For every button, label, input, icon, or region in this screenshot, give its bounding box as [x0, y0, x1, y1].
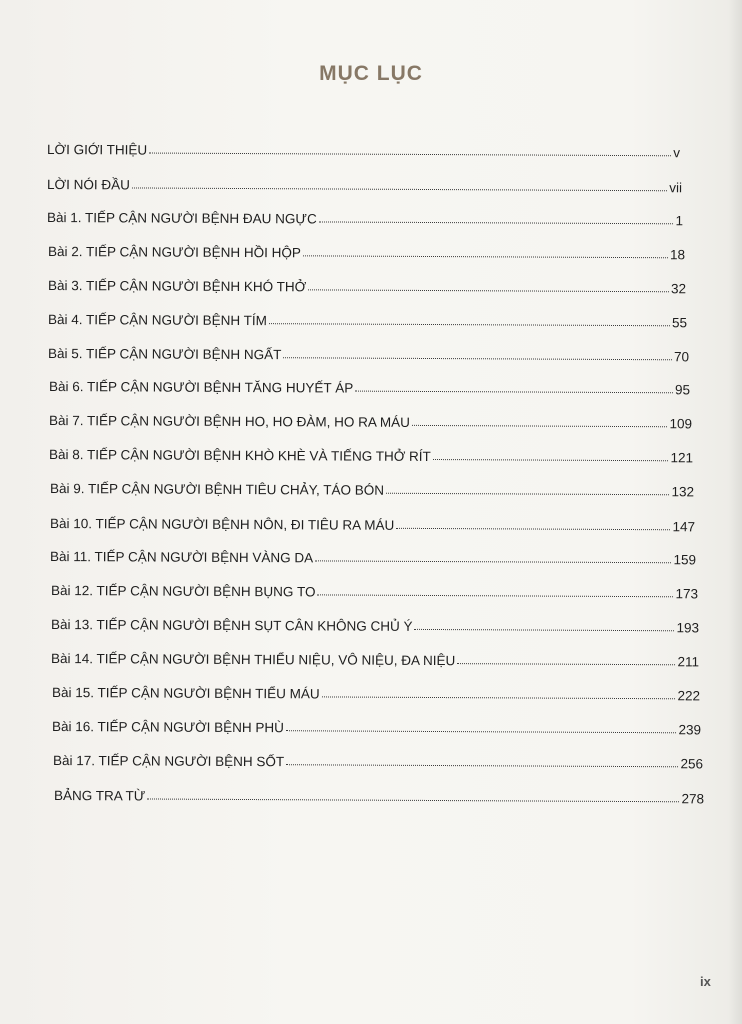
toc-entry-title: Bài 9. TIẾP CẬN NGƯỜI BỆNH TIÊU CHẢY, TÁO BÓN: [50, 481, 385, 498]
toc-entry-title: Bài 13. TIẾP CẬN NGƯỜI BỆNH SỤT CÂN KHÔNG CHỦ Ý: [51, 617, 413, 634]
dot-leader: [396, 528, 670, 530]
toc-entry[interactable]: [50, 476, 694, 499]
toc-entry[interactable]: [48, 341, 689, 364]
toc-entry-title: Bài 3. TIẾP CẬN NGƯỜI BỆNH KHÓ THỞ: [48, 278, 307, 295]
toc-entry[interactable]: [48, 273, 686, 296]
toc-entry[interactable]: [51, 646, 699, 669]
dot-leader: [414, 629, 674, 631]
toc-entry-page: v: [673, 145, 681, 161]
dot-leader: [147, 798, 679, 802]
toc-entry[interactable]: [51, 578, 698, 601]
dot-leader: [386, 493, 670, 495]
toc-entry-title: Bài 1. TIẾP CẬN NGƯỜI BỆNH ĐAU NGỰC: [47, 210, 317, 227]
toc-entry-title: Bài 12. TIẾP CẬN NGƯỜI BỆNH BỤNG TO: [51, 583, 316, 600]
toc-entry-page: 278: [681, 791, 705, 807]
dot-leader: [319, 221, 674, 224]
toc-entry-page: 222: [677, 688, 701, 704]
dot-leader: [286, 730, 677, 733]
toc-entry-title: Bài 6. TIẾP CẬN NGƯỜI BỆNH TĂNG HUYẾT ÁP: [49, 379, 354, 396]
toc-entry-title: Bài 11. TIẾP CẬN NGƯỜI BỆNH VÀNG DA: [50, 549, 314, 566]
toc-entry-title: Bài 4. TIẾP CẬN NGƯỜI BỆNH TÍM: [48, 312, 267, 329]
toc-entry-title: Bài 15. TIẾP CẬN NGƯỜI BỆNH TIỂU MÁU: [52, 685, 320, 702]
dot-leader: [149, 153, 671, 157]
dot-leader: [286, 764, 678, 767]
toc-entry[interactable]: [47, 137, 680, 160]
toc-entry[interactable]: [51, 612, 699, 635]
dot-leader: [412, 425, 668, 427]
page-title: MỤC LỤC: [319, 62, 423, 85]
toc-entry[interactable]: [48, 307, 687, 330]
dot-leader: [283, 357, 672, 360]
dot-leader: [132, 187, 667, 191]
toc-entry-page: 256: [680, 756, 704, 772]
toc-entry[interactable]: [50, 511, 695, 534]
toc-entry[interactable]: [49, 408, 692, 431]
toc-entry-page: 70: [673, 349, 690, 365]
toc-entry[interactable]: [52, 680, 700, 703]
toc-entry[interactable]: [47, 172, 682, 195]
toc-entry-title: Bài 16. TIẾP CẬN NGƯỜI BỆNH PHÙ: [52, 719, 284, 736]
toc-entry-page: 159: [673, 552, 697, 568]
toc-entry[interactable]: [54, 783, 704, 806]
toc-entry-title: Bài 14. TIẾP CẬN NGƯỜI BỆNH THIỂU NIỆU, VÔ NIỆU, ĐA NIỆU: [51, 651, 456, 669]
toc-entry-page: 1: [675, 213, 684, 229]
dot-leader: [317, 594, 673, 597]
toc-entry-page: 55: [671, 315, 688, 331]
toc-entry-title: Bài 10. TIẾP CẬN NGƯỜI BỆNH NÔN, ĐI TIÊU RA MÁU: [50, 516, 395, 533]
toc-entry-title: Bài 7. TIẾP CẬN NGƯỜI BỆNH HO, HO ĐÀM, HO RA MÁU: [49, 413, 410, 430]
toc-entry-title: LỜI GIỚI THIỆU: [47, 142, 148, 158]
toc-entry-title: Bài 17. TIẾP CẬN NGƯỜI BỆNH SỐT: [53, 753, 285, 770]
dot-leader: [355, 391, 673, 394]
toc-entry-title: Bài 8. TIẾP CẬN NGƯỜI BỆNH KHÒ KHÈ VÀ TIẾNG THỞ RÍT: [49, 447, 431, 464]
toc-entry-title: LỜI NÓI ĐẦU: [47, 177, 130, 193]
toc-entry[interactable]: [48, 239, 685, 262]
toc-entry-page: 95: [674, 382, 691, 398]
toc-entry-page: vii: [669, 180, 683, 196]
toc-entry[interactable]: [49, 374, 690, 397]
toc-entry-page: 173: [675, 586, 699, 602]
dot-leader: [433, 459, 669, 461]
dot-leader: [303, 255, 668, 258]
toc-entry[interactable]: [49, 442, 693, 465]
toc-entry-title: BẢNG TRA TỪ: [54, 788, 146, 804]
toc-entry-page: 32: [670, 281, 687, 297]
toc-entry-page: 211: [677, 654, 700, 670]
toc-entry-page: 239: [678, 722, 702, 738]
dot-leader: [457, 663, 675, 665]
page-number: ix: [700, 974, 711, 989]
dot-leader: [322, 696, 676, 699]
toc-entry-title: Bài 2. TIẾP CẬN NGƯỜI BỆNH HỒI HỘP: [48, 244, 301, 261]
toc-entry-title: Bài 5. TIẾP CẬN NGƯỜI BỆNH NGẤT: [48, 346, 282, 363]
toc-entry-page: 132: [671, 484, 695, 500]
dot-leader: [315, 560, 671, 563]
toc-entry-page: 18: [669, 247, 686, 263]
toc-entry[interactable]: [47, 205, 683, 228]
toc-entry-page: 147: [672, 519, 696, 535]
toc-entry[interactable]: [52, 714, 701, 737]
toc-entry-page: 193: [676, 620, 700, 636]
toc-entry[interactable]: [50, 544, 696, 567]
toc-entry-page: 109: [669, 416, 693, 432]
toc-entry-page: 121: [670, 450, 694, 466]
toc-entry[interactable]: [53, 748, 703, 771]
dot-leader: [308, 289, 669, 292]
dot-leader: [269, 323, 670, 326]
